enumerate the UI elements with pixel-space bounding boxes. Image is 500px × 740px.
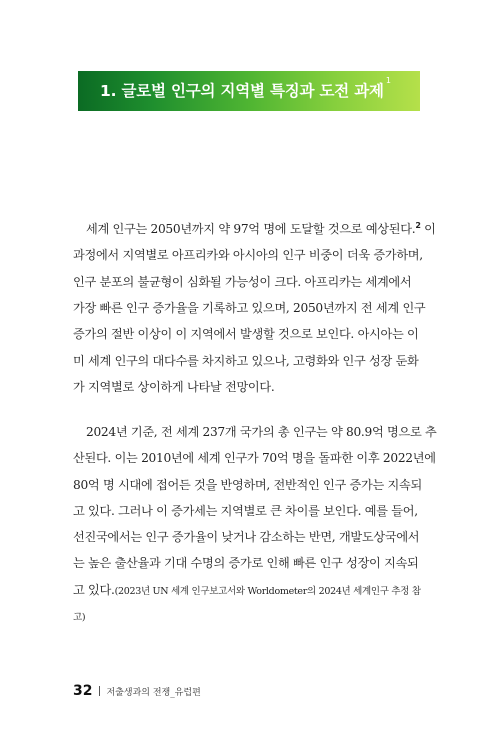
paragraph-1-line-5: 증가의 절반 이상이 이 지역에서 발생할 것으로 보인다. 아시아는 이 xyxy=(73,327,419,342)
chapter-title-banner xyxy=(78,71,420,111)
paragraph-2-line-1: 2024년 기준, 전 세계 237개 국가의 총 인구는 약 80.9억 명으로 추 xyxy=(86,425,437,439)
paragraph-1 xyxy=(73,213,436,400)
page-footer xyxy=(73,680,201,700)
paragraph-2-line-2: 산된다. 이는 2010년에 세계 인구가 70억 명을 돌파한 이후 2022년에 xyxy=(73,451,436,466)
paragraph-1-line-1: 세계 인구는 2050년까지 약 97억 명에 도달할 것으로 예상된다.$^2$ 이 xyxy=(86,221,436,237)
footnote-mark-2: 2 xyxy=(415,221,421,230)
chapter-title-text: 1. 글로벌 인구의 지역별 특징과 도전 과제 xyxy=(100,82,384,100)
paragraph-1-line-6: 미 세계 인구의 대다수를 차지하고 있으나, 고령화와 인구 성장 둔화 xyxy=(73,353,419,368)
paragraph-1-line-7: 가 지역별로 상이하게 나타날 전망이다. xyxy=(73,379,275,394)
paragraph-2 xyxy=(73,419,437,631)
page-number: 32 xyxy=(73,683,93,699)
paragraph-2-line-6: 는 높은 출산율과 기대 수명의 증가로 인해 빠른 인구 성장이 지속되 xyxy=(73,556,419,571)
paragraph-2-line-4: 고 있다. 그러나 이 증가세는 지역별로 큰 차이를 보인다. 예를 들어, xyxy=(73,503,418,518)
paragraph-2-line-3: 80억 명 시대에 접어든 것을 반영하며, 전반적인 인구 증가는 지속되 xyxy=(73,477,422,492)
paragraph-1-line-2: 과정에서 지역별로 아프리카와 아시아의 인구 비중이 더욱 증가하며, xyxy=(73,248,423,263)
footer-divider xyxy=(99,686,100,696)
citation-note-end: 고) xyxy=(73,612,86,624)
paragraph-2-line-5: 선진국에서는 인구 증가율이 낮거나 감소하는 반면, 개발도상국에서 xyxy=(73,530,420,545)
footnote-mark-1: 1 xyxy=(385,76,391,85)
paragraph-1-line-3: 인구 분포의 불균형이 심화될 가능성이 크다. 아프리카는 세계에서 xyxy=(73,274,412,289)
running-book-title: 저출생과의 전쟁_유럽편 xyxy=(106,688,201,698)
paragraph-2-line-7: 고 있다.(2023년 UN 세계 인구보고서와 Worldometer의 2024년 세계인구 추정 참 xyxy=(73,582,421,597)
citation-note: (2023년 UN 세계 인구보고서와 Worldometer의 2024년 세계인구 추정 참 xyxy=(114,585,421,597)
chapter-title xyxy=(100,71,391,111)
paragraph-1-line-4: 가장 빠른 인구 증가율을 기록하고 있으며, 2050년까지 전 세계 인구 xyxy=(73,300,426,315)
